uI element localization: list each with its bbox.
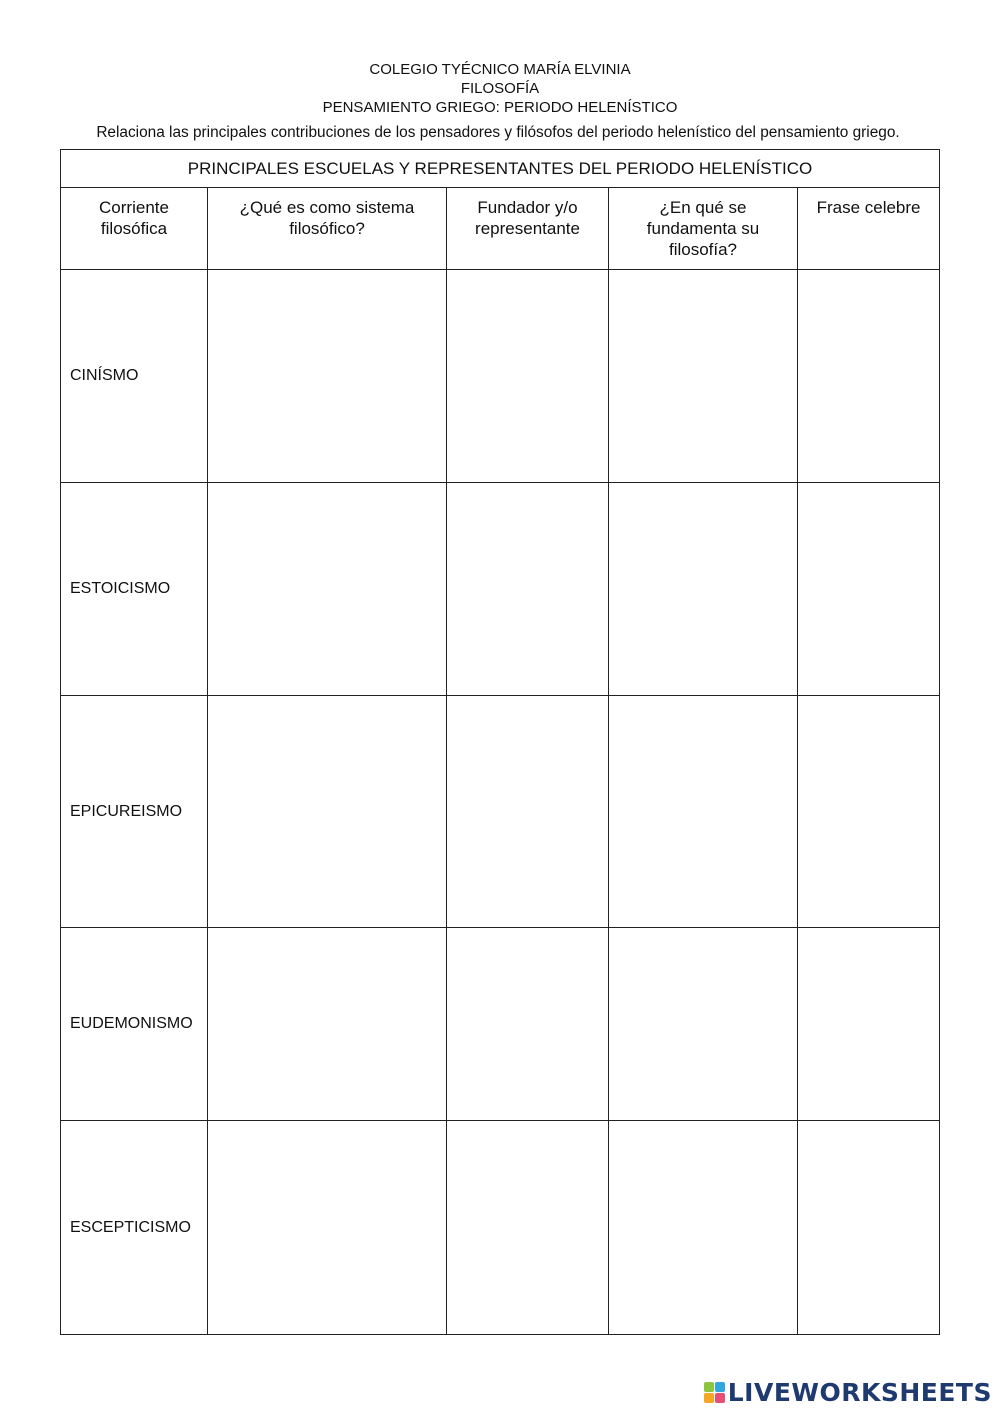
column-header-fundamento [609, 188, 798, 270]
column-header-line: representante [475, 219, 580, 238]
column-header-row [61, 188, 940, 270]
column-header-corriente [61, 188, 208, 270]
instructions-text: Relaciona las principales contribuciones de los pensadores y filósofos del periodo helenístico del pensamiento griego. [96, 124, 900, 141]
answer-cell-frase[interactable] [798, 928, 940, 1121]
row-label-escepticismo: ESCEPTICISMO [61, 1121, 208, 1335]
logo-square [704, 1393, 714, 1403]
answer-cell-frase[interactable] [798, 696, 940, 928]
table-row [61, 928, 940, 1121]
topic-title: PENSAMIENTO GRIEGO: PERIODO HELENÍSTICO [322, 99, 678, 116]
answer-cell-sistema[interactable] [208, 483, 447, 696]
answer-cell-fundamento[interactable] [609, 483, 798, 696]
liveworksheets-logo-icon [704, 1382, 725, 1403]
answer-cell-fundamento[interactable] [609, 1121, 798, 1335]
answer-cell-fundador[interactable] [447, 928, 609, 1121]
answer-cell-fundamento[interactable] [609, 270, 798, 483]
school-name: COLEGIO TYÉCNICO MARÍA ELVINIA [369, 61, 631, 78]
column-header-line: Frase celebre [816, 198, 921, 217]
logo-square [715, 1382, 725, 1392]
row-label-eudemonismo: EUDEMONISMO [61, 928, 208, 1121]
table-row [61, 270, 940, 483]
brand-name: LIVEWORKSHEETS [727, 1378, 992, 1407]
answer-cell-fundador[interactable] [447, 1121, 609, 1335]
answer-cell-fundamento[interactable] [609, 696, 798, 928]
answer-cell-frase[interactable] [798, 270, 940, 483]
answer-cell-fundador[interactable] [447, 270, 609, 483]
answer-cell-frase[interactable] [798, 483, 940, 696]
logo-square [704, 1382, 714, 1392]
table-row [61, 483, 940, 696]
answer-cell-fundador[interactable] [447, 483, 609, 696]
column-header-line: ¿Qué es como sistema [239, 198, 415, 217]
logo-square [715, 1393, 725, 1403]
answer-cell-sistema[interactable] [208, 270, 447, 483]
row-label-cinismo: CINÍSMO [61, 270, 208, 483]
table-row [61, 696, 940, 928]
column-header-line: filosófico? [289, 219, 365, 238]
answer-cell-frase[interactable] [798, 1121, 940, 1335]
subject-name: FILOSOFÍA [460, 80, 540, 97]
answer-cell-fundamento[interactable] [609, 928, 798, 1121]
row-label-epicureismo: EPICUREISMO [61, 696, 208, 928]
row-label-estoicismo: ESTOICISMO [61, 483, 208, 696]
document-header [0, 60, 1000, 117]
column-header-line: filosofía? [668, 240, 738, 259]
worksheet-table [60, 149, 940, 1335]
answer-cell-sistema[interactable] [208, 696, 447, 928]
table-title: PRINCIPALES ESCUELAS Y REPRESENTANTES DEL PERIODO HELENÍSTICO [61, 150, 940, 188]
answer-cell-fundador[interactable] [447, 696, 609, 928]
column-header-frase [798, 188, 940, 270]
column-header-fundador [447, 188, 609, 270]
answer-cell-sistema[interactable] [208, 928, 447, 1121]
table-row [61, 1121, 940, 1335]
column-header-line: Fundador y/o [477, 198, 578, 217]
column-header-sistema [208, 188, 447, 270]
answer-cell-sistema[interactable] [208, 1121, 447, 1335]
column-header-line: ¿En qué se [659, 198, 747, 217]
liveworksheets-logo [704, 1378, 992, 1407]
column-header-line: Corriente [99, 198, 169, 217]
column-header-line: fundamenta su [646, 219, 760, 238]
column-header-line: filosófica [100, 219, 168, 238]
